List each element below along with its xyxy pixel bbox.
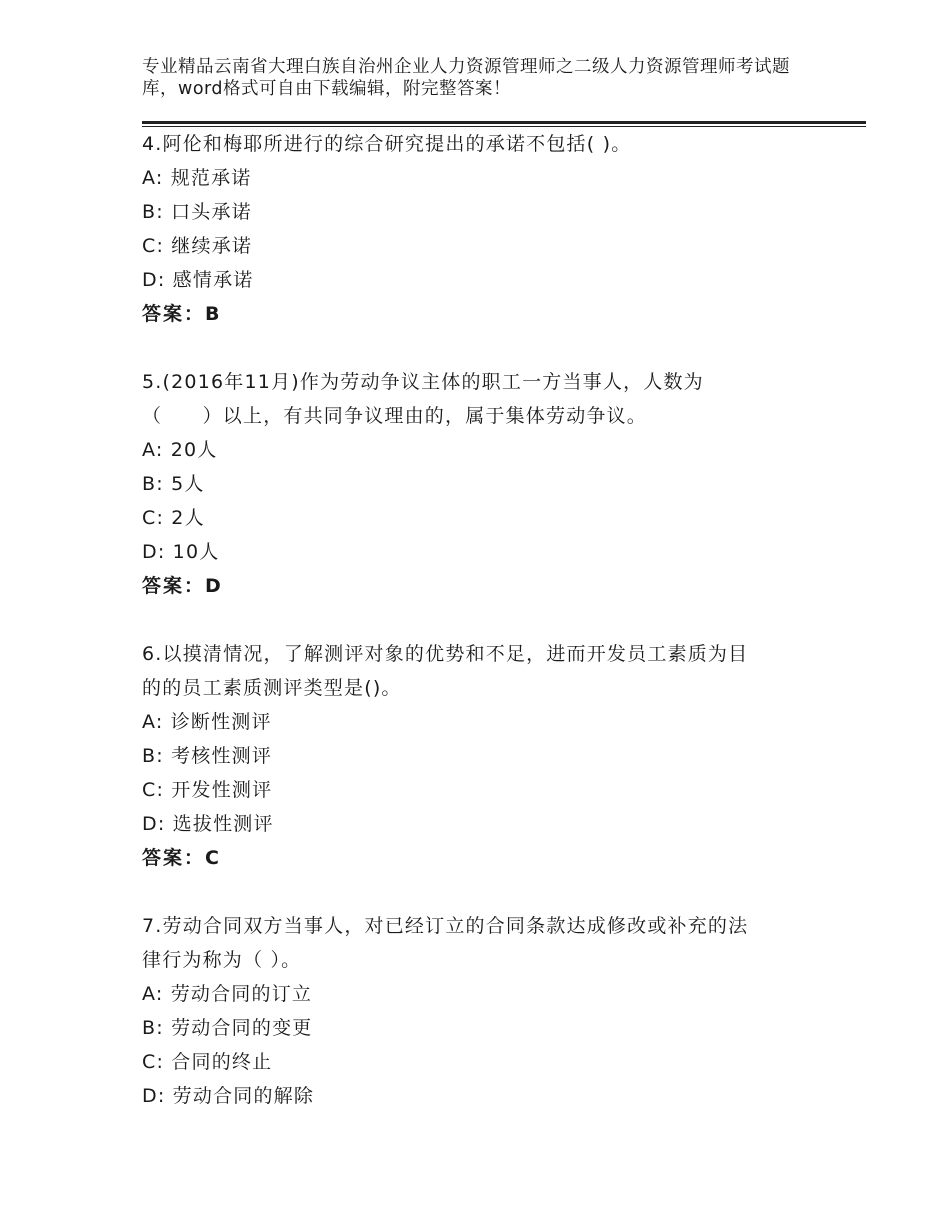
question-stem: 6.以摸清情况，了解测评对象的优势和不足，进而开发员工素质为目 [142,643,749,665]
option-c: C: 继续承诺 [142,235,253,257]
option-c: C: 开发性测评 [142,779,273,801]
question-stem: 4.阿伦和梅耶所进行的综合研究提出的承诺不包括( )。 [142,133,632,155]
option-b: B: 劳动合同的变更 [142,1017,313,1039]
header-divider-thick [142,121,866,124]
option-a: A: 诊断性测评 [142,711,272,733]
option-c: C: 合同的终止 [142,1051,273,1073]
option-d: D: 10人 [142,541,220,563]
question-block-7 [142,909,842,1113]
spacer [142,603,842,637]
question-list [142,127,842,1113]
option-b: B: 口头承诺 [142,201,252,223]
option-c: C: 2人 [142,507,205,529]
question-stem: 5.(2016年11月)作为劳动争议主体的职工一方当事人，人数为 [142,371,704,393]
answer-label: 答案：B [142,303,222,325]
spacer [142,331,842,365]
question-block-6 [142,637,842,875]
option-b: B: 5人 [142,473,205,495]
spacer [142,875,842,909]
option-a: A: 20人 [142,439,218,461]
option-b: B: 考核性测评 [142,745,273,767]
option-a: A: 劳动合同的订立 [142,983,313,1005]
answer-label: 答案：D [142,575,223,597]
question-block-4 [142,127,842,331]
question-stem: 7.劳动合同双方当事人，对已经订立的合同条款达成修改或补充的法 [142,915,749,937]
question-stem: （ ）以上，有共同争议理由的，属于集体劳动争议。 [142,405,648,427]
document-header [142,56,842,100]
option-d: D: 选拔性测评 [142,813,274,835]
question-stem: 的的员工素质测评类型是()。 [142,677,402,699]
option-a: A: 规范承诺 [142,167,252,189]
answer-label: 答案：C [142,847,221,869]
option-d: D: 劳动合同的解除 [142,1085,315,1107]
header-line-1: 专业精品云南省大理白族自治州企业人力资源管理师之二级人力资源管理师考试题 [142,57,790,77]
question-block-5 [142,365,842,603]
option-d: D: 感情承诺 [142,269,254,291]
question-stem: 律行为称为（ ）。 [142,949,302,971]
header-line-2: 库，word格式可自由下载编辑，附完整答案！ [142,79,512,99]
